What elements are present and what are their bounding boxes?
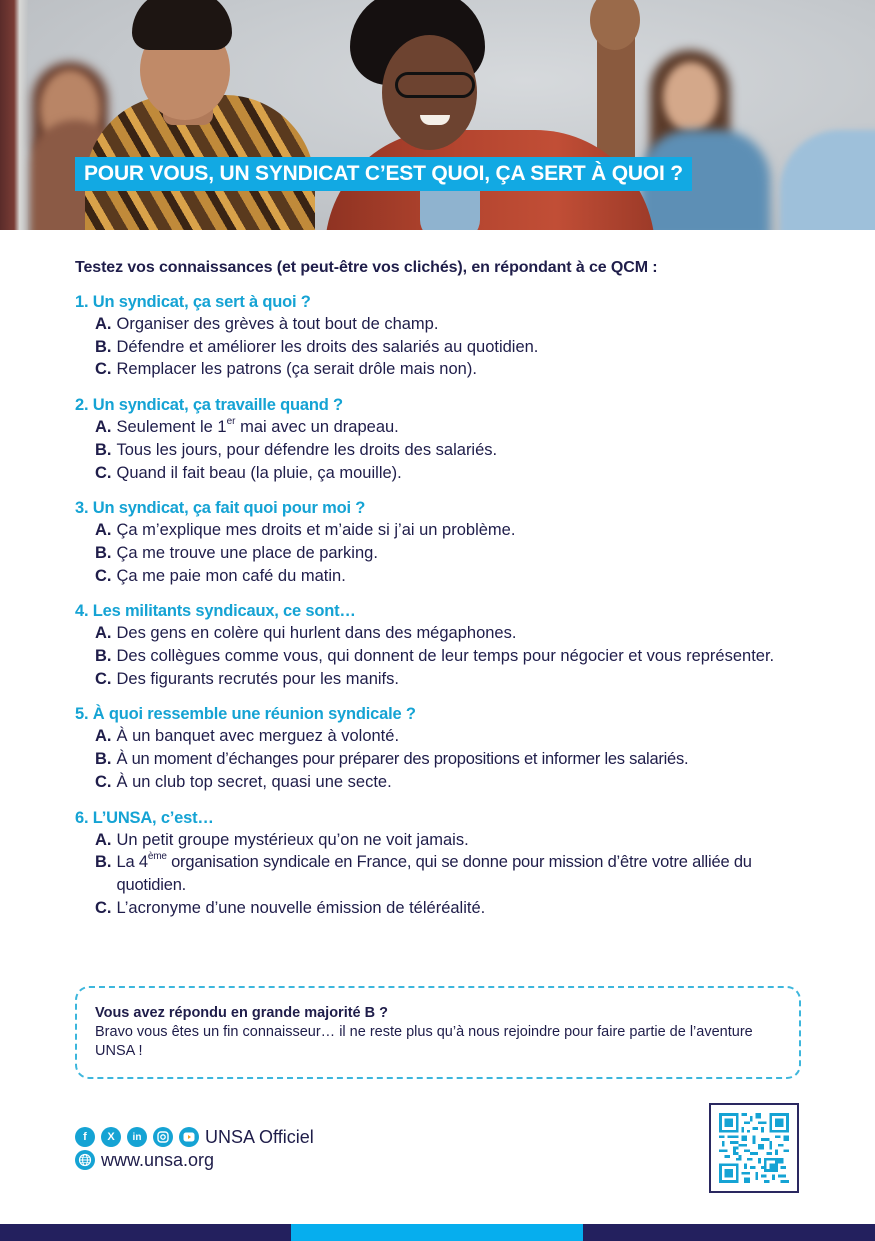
answer-letter: C. (95, 566, 112, 585)
question-5 (75, 703, 800, 793)
quiz-content (75, 258, 800, 919)
ordinal-superscript: ème (147, 851, 167, 863)
answer-text: Ça me trouve une place de parking. (116, 543, 378, 562)
answer-option (95, 725, 800, 748)
answer-letter: B. (95, 337, 112, 356)
answer-letter: C. (95, 898, 112, 917)
globe-icon (75, 1150, 95, 1170)
photo-man-hair (132, 0, 232, 50)
question-3 (75, 497, 800, 587)
answer-text: Défendre et améliorer les droits des salariés au quotidien. (116, 337, 539, 356)
quiz-intro: Testez vos connaissances (et peut-être vos clichés), en répondant à ce QCM : (75, 259, 658, 276)
qr-code-pattern (719, 1113, 789, 1183)
answer-text: Quand il fait beau (la pluie, ça mouille). (116, 463, 402, 482)
answer-text: Remplacer les patrons (ça serait drôle mais non). (116, 360, 477, 379)
question-title: 6. L’UNSA, c’est… (75, 808, 214, 827)
hero-title-banner (75, 157, 692, 191)
question-title: 2. Un syndicat, ça travaille quand ? (75, 396, 343, 415)
photo-woman-glasses (395, 72, 475, 98)
answer-text: Un petit groupe mystérieux qu’on ne voit jamais. (116, 830, 469, 849)
question-6 (75, 807, 800, 920)
answer-option (95, 829, 800, 852)
website-link[interactable]: www.unsa.org (101, 1150, 215, 1170)
answer-text: L’acronyme d’une nouvelle émission de téléréalité. (116, 898, 486, 917)
hero-photo (0, 0, 875, 230)
answer-list (75, 829, 800, 920)
result-text: Bravo vous êtes un fin connaisseur… il ne reste plus qu’à nous rejoindre pour faire partie de l’aventure UNSA ! (95, 1024, 753, 1059)
answer-letter: B. (95, 750, 112, 769)
answer-letter: B. (95, 440, 112, 459)
answer-text: Ça me paie mon café du matin. (116, 566, 346, 585)
answer-letter: C. (95, 360, 112, 379)
answer-list (75, 416, 800, 484)
answer-text: À un banquet avec merguez à volonté. (116, 727, 400, 746)
linkedin-glyph: in (132, 1131, 142, 1143)
bar-segment-navy-left (0, 1224, 291, 1241)
answer-option (95, 358, 800, 381)
answer-text: Ça m’explique mes droits et m’aide si j’ai un problème. (116, 521, 516, 540)
answer-text-before: Seulement le 1 (116, 418, 227, 437)
answer-text: Des figurants recrutés pour les manifs. (116, 669, 399, 688)
answer-text-before: La 4 (116, 853, 148, 872)
answer-option (95, 462, 800, 485)
answer-list (75, 519, 800, 587)
answer-letter: A. (95, 727, 112, 746)
question-title: 3. Un syndicat, ça fait quoi pour moi ? (75, 499, 366, 518)
youtube-glyph (183, 1132, 195, 1142)
answer-option (95, 336, 800, 359)
answer-text: À un club top secret, quasi une secte. (116, 772, 392, 791)
social-handle: UNSA Officiel (205, 1127, 314, 1147)
answer-letter: A. (95, 418, 112, 437)
question-title: 5. À quoi ressemble une réunion syndicale ? (75, 705, 416, 724)
qr-code[interactable] (709, 1103, 799, 1193)
answer-option (95, 439, 800, 462)
instagram-glyph (157, 1131, 169, 1143)
answer-letter: B. (95, 543, 112, 562)
answer-letter: A. (95, 830, 112, 849)
x-icon[interactable] (101, 1127, 121, 1147)
result-callout (75, 986, 801, 1079)
photo-doorframe (0, 0, 28, 230)
answer-letter: C. (95, 772, 112, 791)
answer-letter: C. (95, 669, 112, 688)
answer-text: À un moment d’échanges pour préparer des propositions et informer les salariés. (116, 750, 689, 769)
bar-segment-navy-right (583, 1224, 875, 1241)
answer-option (95, 313, 800, 336)
photo-person-right-head (663, 62, 719, 132)
answer-option (95, 645, 800, 668)
answer-text: Des collègues comme vous, qui donnent de leur temps pour négocier et vous représenter. (116, 647, 775, 666)
answer-letter: A. (95, 521, 112, 540)
website-link-row (75, 1149, 214, 1171)
question-title: 1. Un syndicat, ça sert à quoi ? (75, 293, 311, 311)
hero-title: POUR VOUS, UN SYNDICAT C’EST QUOI, ÇA SERT À QUOI ? (84, 162, 683, 185)
answer-letter: A. (95, 315, 112, 333)
answer-letter: B. (95, 647, 112, 666)
answer-text (117, 416, 801, 439)
answer-list (75, 313, 800, 381)
question-4 (75, 600, 800, 690)
facebook-glyph: f (83, 1131, 87, 1143)
answer-option (95, 771, 800, 794)
question-1 (75, 291, 800, 381)
answer-text: Organiser des grèves à tout bout de champ. (116, 315, 439, 333)
answer-option (95, 622, 800, 645)
answer-text (117, 851, 801, 896)
answer-option (95, 851, 800, 896)
answer-option (95, 897, 800, 920)
question-2 (75, 394, 800, 484)
bottom-color-bar (0, 1224, 875, 1241)
answer-option (95, 748, 800, 771)
result-title: Vous avez répondu en grande majorité B ? (95, 1005, 389, 1021)
answer-letter: A. (95, 624, 112, 643)
instagram-icon[interactable] (153, 1127, 173, 1147)
answer-option (95, 519, 800, 542)
answer-text-after: organisation syndicale en France, qui se donne pour mission d’être votre alliée du quotidien. (116, 853, 752, 894)
facebook-icon[interactable] (75, 1127, 95, 1147)
answer-text: Des gens en colère qui hurlent dans des mégaphones. (116, 624, 517, 643)
bar-segment-blue (291, 1224, 583, 1241)
question-title: 4. Les militants syndicaux, ce sont… (75, 602, 356, 621)
answer-option (95, 668, 800, 691)
answer-letter: C. (95, 463, 112, 482)
social-links (75, 1126, 314, 1148)
answer-letter: B. (95, 853, 112, 872)
answer-list (75, 622, 800, 690)
answer-text-after: mai avec un drapeau. (235, 418, 399, 437)
youtube-icon[interactable] (179, 1127, 199, 1147)
answer-option (95, 565, 800, 588)
x-glyph: X (107, 1131, 115, 1143)
answer-option (95, 542, 800, 565)
linkedin-icon[interactable] (127, 1127, 147, 1147)
ordinal-superscript: er (226, 416, 236, 428)
answer-text: Tous les jours, pour défendre les droits des salariés. (116, 440, 498, 459)
answer-list (75, 725, 800, 793)
answer-option (95, 416, 800, 439)
